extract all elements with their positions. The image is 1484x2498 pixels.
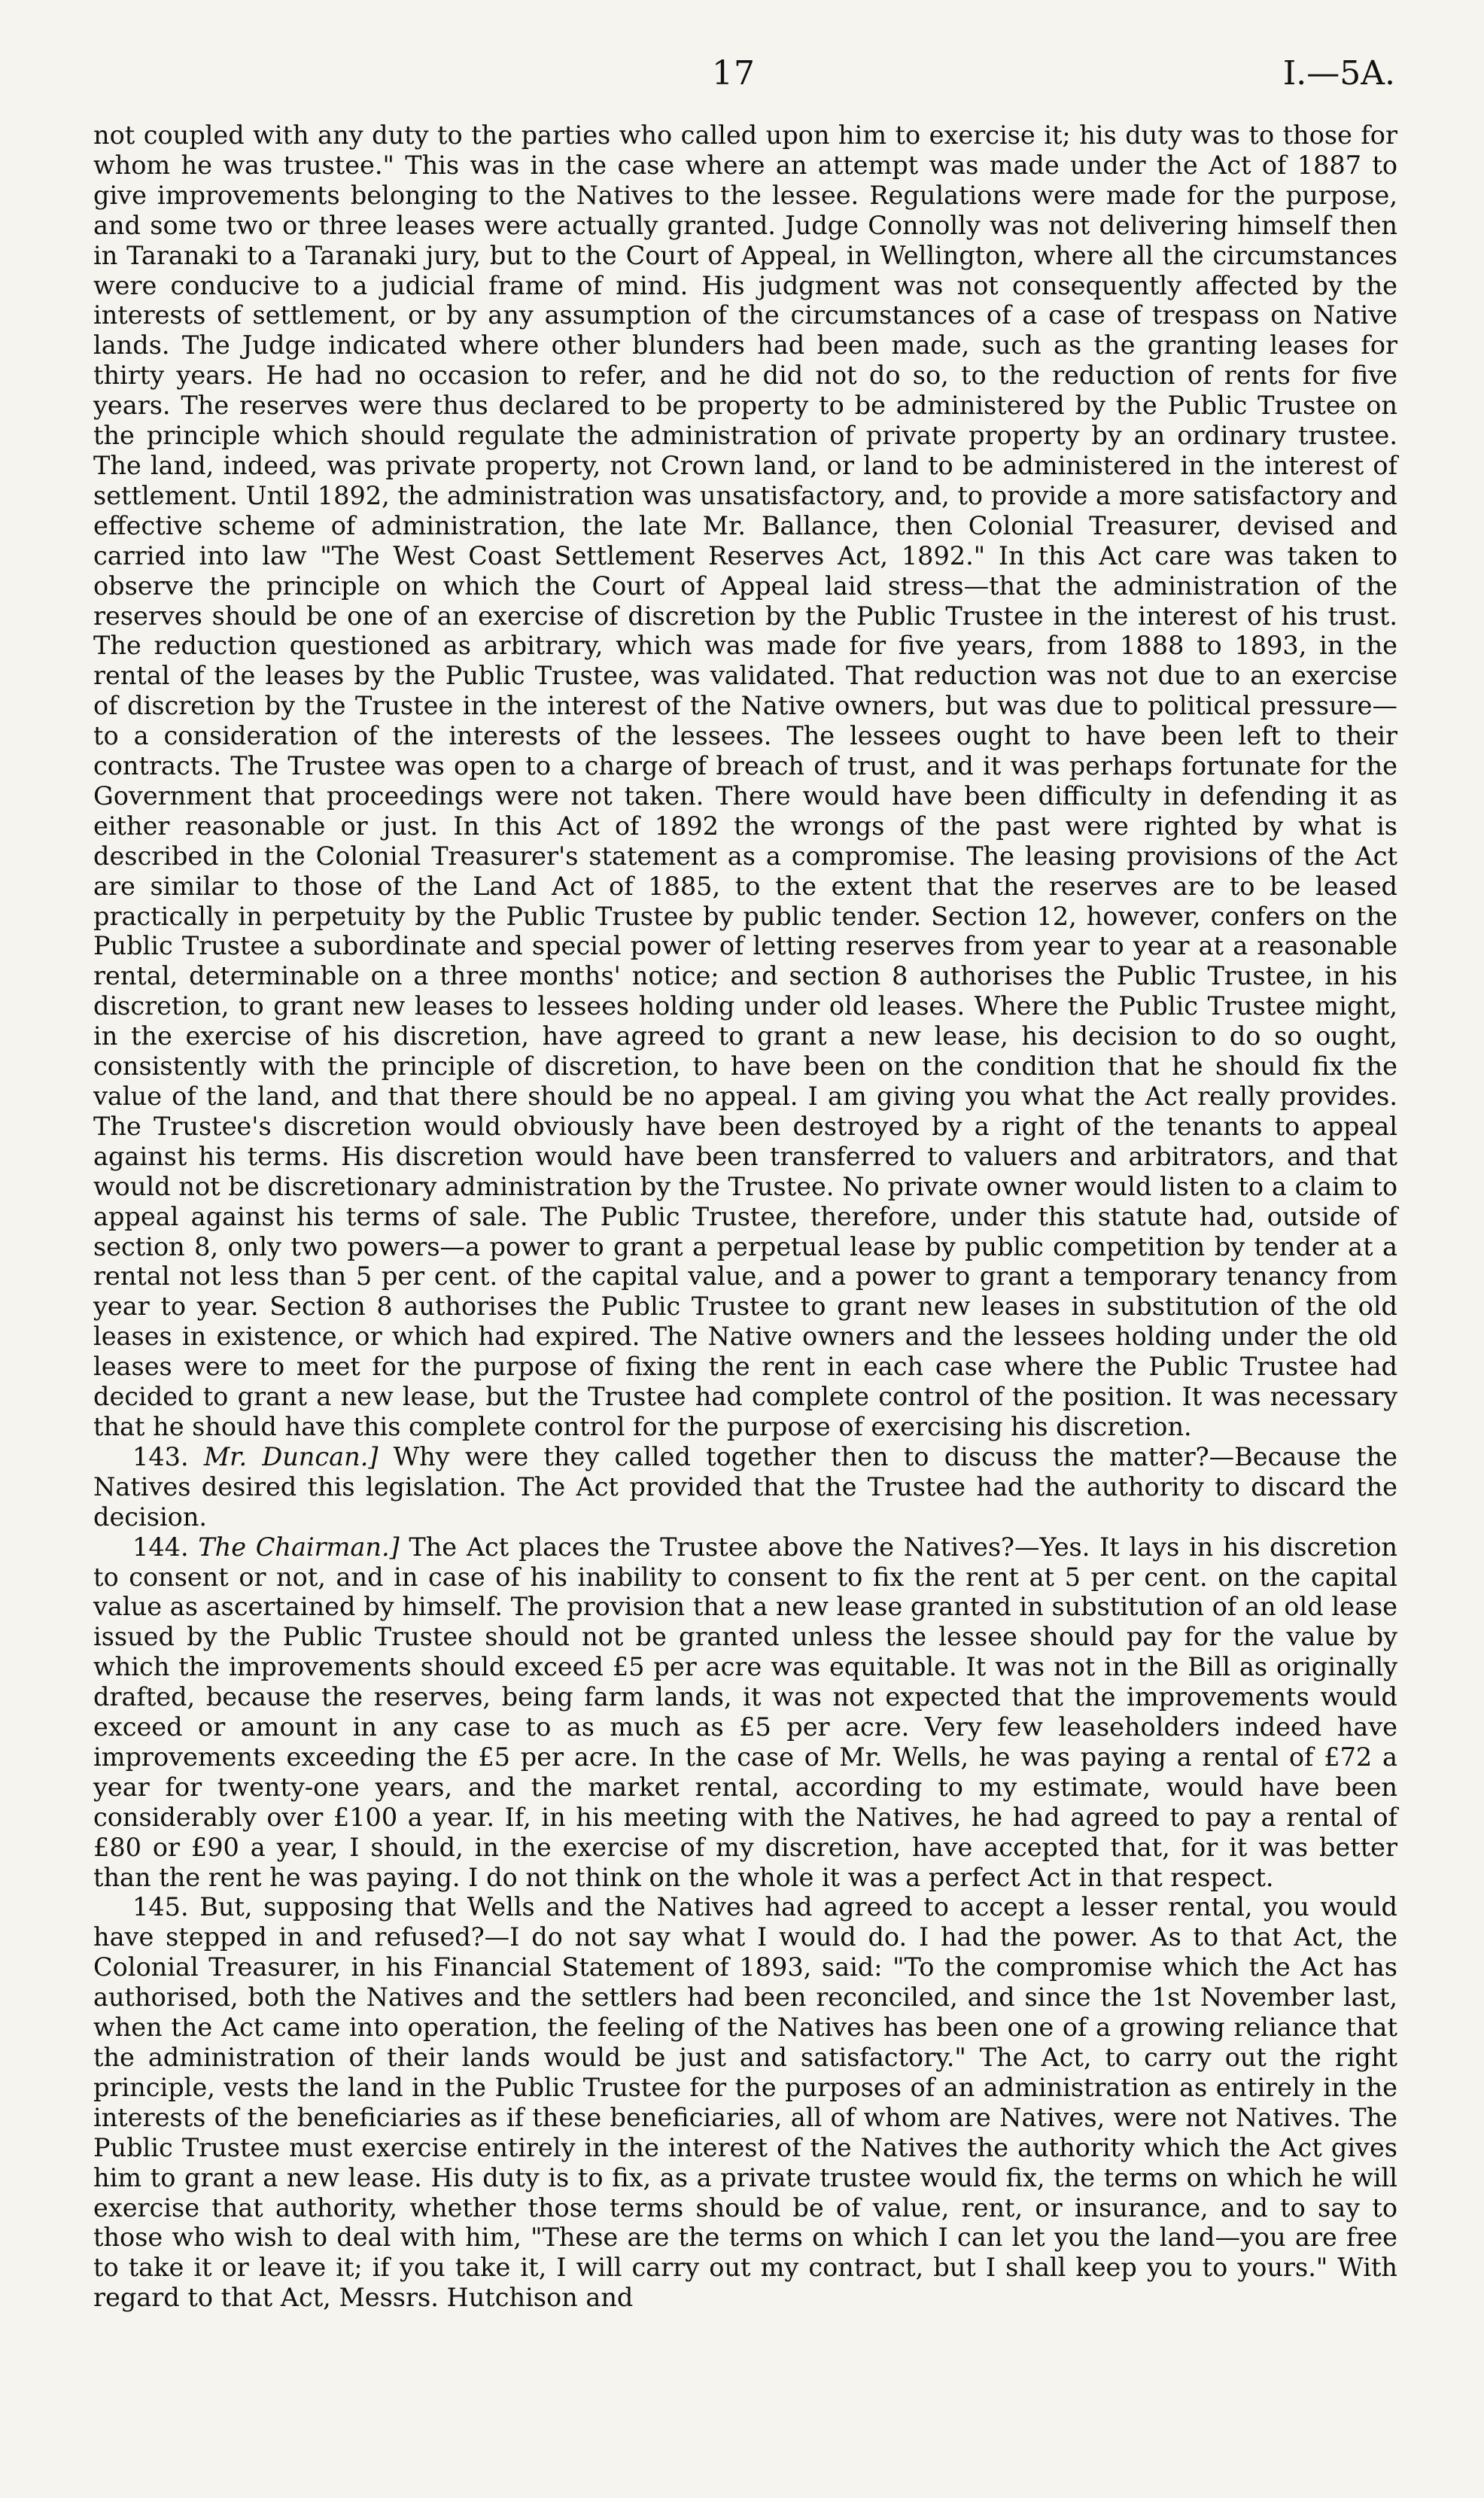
paragraph-text: Why were they called together then to discuss the matter?—Because the Natives desired this legislation. The Act provided that the Trustee had the authority to discard the decision. bbox=[93, 1441, 1397, 1532]
document-reference: I.—5A. bbox=[1282, 54, 1395, 93]
paragraph-text: The Act places the Trustee above the Natives?—Yes. It lays in his discretion to consent or not, and in case of his inability to consent to fix the rent at 5 per cent. on the capital value as ascertained by himself. The provision that a new lease granted in substitution of an old lease issued by the Public Trustee should not be granted unless the lessee should pay for the value by which the improvements should exceed £5 per acre was equitable. It was not in the Bill as originally drafted, because the reserves, being farm lands, it was not expected that the improvements would exceed or amount in any case to as much as £5 per acre. Very few leaseholders indeed have improvements exceeding the £5 per acre. In the case of Mr. Wells, he was paying a rental of £72 a year for twenty-one years, and the market rental, according to my estimate, would have been considerably over £100 a year. If, in his meeting with the Natives, he had agreed to pay a rental of £80 or £90 a year, I should, in the exercise of my discretion, have accepted that, for it was better than the rent he was paying. I do not think on the whole it was a perfect Act in that respect. bbox=[93, 1532, 1397, 1892]
paragraph-145 bbox=[93, 1892, 1397, 2313]
paragraph-continuation bbox=[93, 120, 1397, 1442]
body-text bbox=[93, 120, 1397, 2313]
paragraph-144 bbox=[93, 1532, 1397, 1893]
paragraph-number: 145. bbox=[132, 1892, 189, 1922]
paragraph-143 bbox=[93, 1442, 1397, 1532]
paragraph-text: But, supposing that Wells and the Natives had agreed to accept a lesser rental, you would have stepped in and refused?—I do not say what I would do. I had the power. As to that Act, the Colonial Treasurer, in his Financial Statement of 1893, said: "To the compromise which the Act has authorised, both the Natives and the settlers had been reconciled, and since the 1st November last, when the Act came into operation, the feeling of the Natives has been one of a growing reliance that the administration of their lands would be just and satisfactory." The Act, to carry out the right principle, vests the land in the Public Trustee for the purposes of an administration as entirely in the interests of the beneficiaries as if these beneficiaries, all of whom are Natives, were not Natives. The Public Trustee must exercise entirely in the interest of the Natives the authority which the Act gives him to grant a new lease. His duty is to fix, as a private trustee would fix, the terms on which he will exercise that authority, whether those terms should be of value, rent, or insurance, and to say to those who wish to deal with him, "These are the terms on which I can let you the land—you are free to take it or leave it; if you take it, I will carry out my contract, but I shall keep you to yours." With regard to that Act, Messrs. Hutchison and bbox=[93, 1892, 1397, 2313]
page-header bbox=[0, 54, 1484, 107]
paragraph-text: not coupled with any duty to the parties who called upon him to exercise it; his duty was to those for whom he was trustee." This was in the case where an attempt was made under the Act of 1887 to give improvements belonging to the Natives to the lessee. Regulations were made for the purpose, and some two or three leases were actually granted. Judge Connolly was not delivering himself then in Taranaki to a Taranaki jury, but to the Court of Appeal, in Wellington, where all the circumstances were conducive to a judicial frame of mind. His judgment was not consequently affected by the interests of settlement, or by any assumption of the circumstances of a case of trespass on Native lands. The Judge indicated where other blunders had been made, such as the granting leases for thirty years. He had no occasion to refer, and he did not do so, to the reduction of rents for five years. The reserves were thus declared to be property to be administered by the Public Trustee on the principle which should regulate the administration of private property by an ordinary trustee. The land, indeed, was private property, not Crown land, or land to be administered in the interest of settlement. Until 1892, the administration was unsatisfactory, and, to provide a more satisfactory and effective scheme of administration, the late Mr. Ballance, then Colonial Treasurer, devised and carried into law "The West Coast Settlement Reserves Act, 1892." In this Act care was taken to observe the principle on which the Court of Appeal laid stress—that the administration of the reserves should be one of an exercise of discretion by the Public Trustee in the interest of his trust. The reduction questioned as arbitrary, which was made for five years, from 1888 to 1893, in the rental of the leases by the Public Trustee, was validated. That reduction was not due to an exercise of discretion by the Trustee in the interest of the Native owners, but was due to political pressure—to a consideration of the interests of the lessees. The lessees ought to have been left to their contracts. The Trustee was open to a charge of breach of trust, and it was perhaps fortunate for the Government that proceedings were not taken. There would have been difficulty in defending it as either reasonable or just. In this Act of 1892 the wrongs of the past were righted by what is described in the Colonial Treasurer's statement as a compromise. The leasing provisions of the Act are similar to those of the Land Act of 1885, to the extent that the reserves are to be leased practically in perpetuity by the Public Trustee by public tender. Section 12, however, confers on the Public Trustee a subordinate and special power of letting reserves from year to year at a reasonable rental, determinable on a three months' notice; and section 8 authorises the Public Trustee, in his discretion, to grant new leases to lessees holding under old leases. Where the Public Trustee might, in the exercise of his discretion, have agreed to grant a new lease, his decision to do so ought, consistently with the principle of discretion, to have been on the condition that he should fix the value of the land, and that there should be no appeal. I am giving you what the Act really provides. The Trustee's discretion would obviously have been destroyed by a right of the tenants to appeal against his terms. His discretion would have been transferred to valuers and arbitrators, and that would not be discretionary administration by the Trustee. No private owner would listen to a claim to appeal against his terms of sale. The Public Trustee, therefore, under this statute had, outside of section 8, only two powers—a power to grant a perpetual lease by public competition by tender at a rental not less than 5 per cent. of the capital value, and a power to grant a temporary tenancy from year to year. Section 8 authorises the Public Trustee to grant new leases in substitution of the old leases in existence, or which had expired. The Native owners and the lessees holding under the old leases were to meet for the purpose of fixing the rent in each case where the Public Trustee had decided to grant a new lease, but the Trustee had complete control of the position. It was necessary that he should have this complete control for the purpose of exercising his discretion. bbox=[93, 120, 1397, 1441]
paragraph-number: 143. bbox=[132, 1441, 189, 1471]
speaker-label: The Chairman.] bbox=[198, 1532, 400, 1562]
speaker-label: Mr. Duncan.] bbox=[203, 1441, 379, 1471]
paragraph-number: 144. bbox=[132, 1532, 189, 1562]
page-number: 17 bbox=[712, 54, 756, 93]
